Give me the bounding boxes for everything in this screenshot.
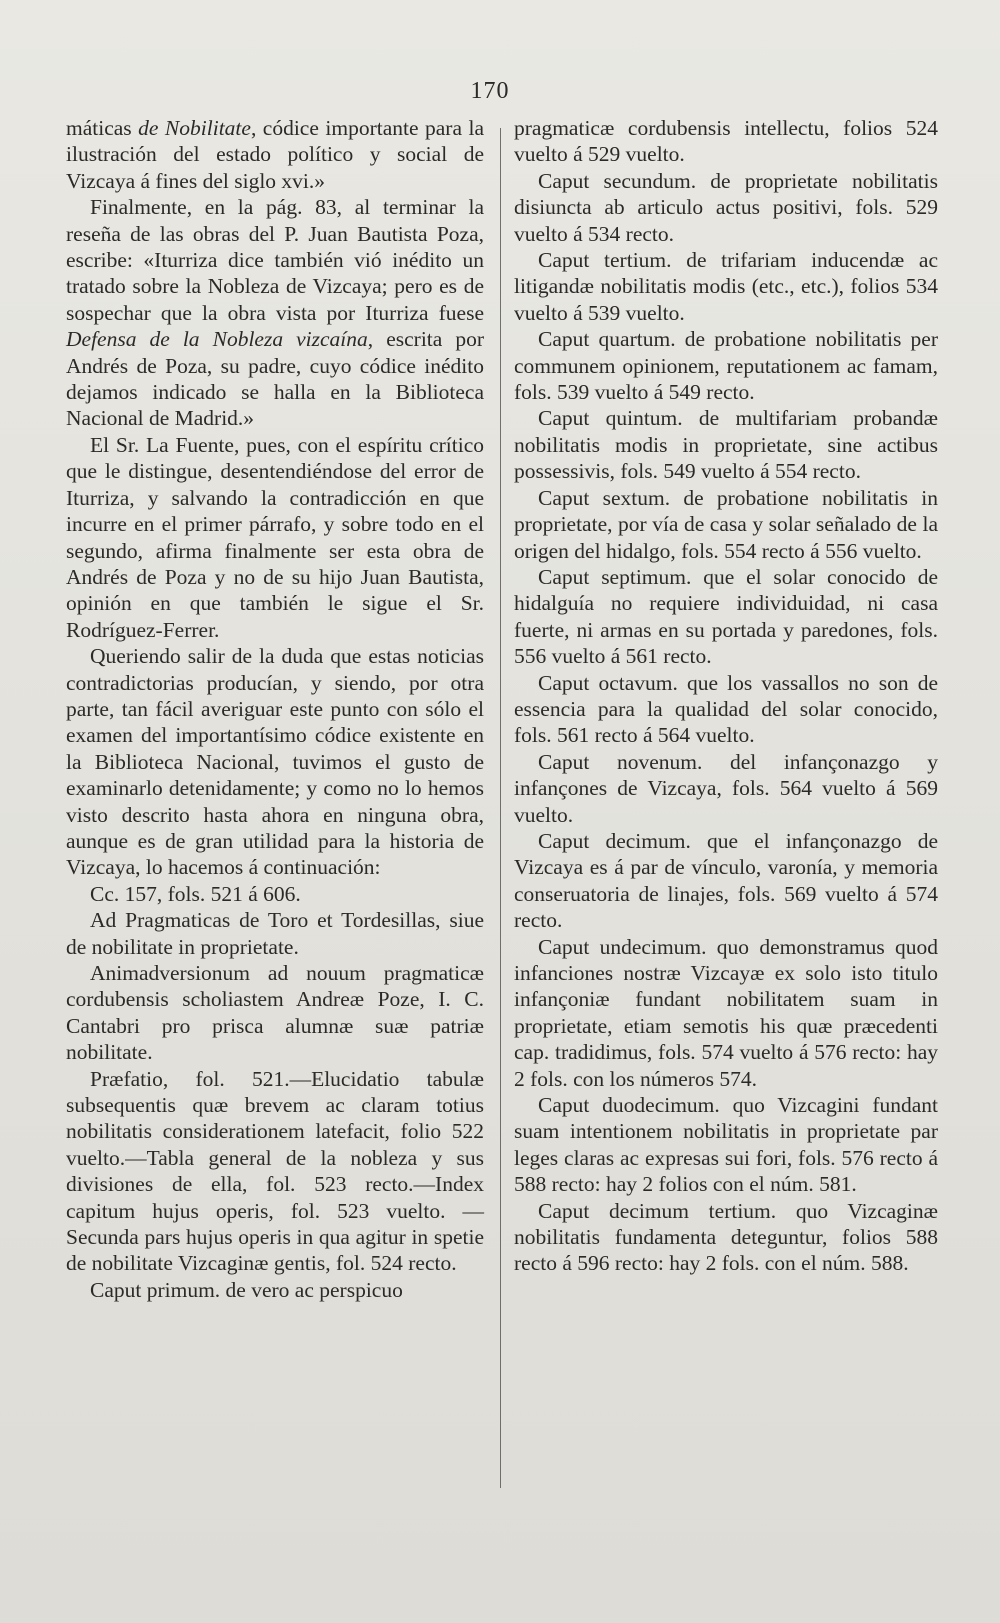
- paragraph: [66, 115, 484, 194]
- chapter-entry: Caput quintum. de multifariam probandæ nobilitatis modis in proprietate, sine actibus possessivis, fols. 549 vuelto á 554 recto.: [514, 406, 938, 484]
- paragraph: Ad Pragmaticas de Toro et Tordesillas, siue de nobilitate in proprietate.: [66, 908, 484, 959]
- catalog-reference: Cc. 157, fols. 521 á 606.: [90, 881, 301, 906]
- chapter-entry: Caput octavum. que los vassallos no son de essencia para la qualidad del solar conocido, fols. 561 recto á 564 vuelto.: [514, 670, 938, 748]
- chapter-entry: Caput sextum. de probatione nobilitatis in proprietate, por vía de casa y solar señalado de la origen del hidalgo, fols. 554 recto á 556 vuelto.: [514, 485, 938, 563]
- chapter-entry: Caput undecimum. quo demonstramus quod infanciones nostræ Vizcayæ ex solo isto titulo infançoniæ fundant nobilitatem suam in proprietate, etiam semotis his quæ præcedenti cap. tradidimus, fols. 574 vuelto á 576 recto: hay 2 fols. con los números 574.: [514, 934, 938, 1091]
- paragraph: Præfatio, fol. 521.—Elucidatio tabulæ subsequentis quæ brevem ac claram totius nobilitatis considerationem latefacit, folio 522 vuelto.—Tabla general de la nobleza y sus divisiones de ella, fol. 523 recto.—Index capitum hujus operis, fol. 523 vuelto. —Secunda pars hujus operis in qua agitur in spetie de nobilitate Vizcaginæ gentis, fol. 524 recto.: [66, 1066, 484, 1276]
- paragraph: El Sr. La Fuente, pues, con el espíritu crítico que le distingue, desentendiéndose del error de Iturriza, y salvando la contradicción en que incurre en el primer párrafo, y sobre todo en el segundo, afirma finalmente ser esta obra de Andrés de Poza y no de su hijo Juan Bautista, opinión en que también le sigue el Sr. Rodríguez-Ferrer.: [66, 432, 484, 642]
- chapter-entry: Caput septimum. que el solar conocido de hidalguía no requiere individuidad, ni casa fuerte, ni armas en su portada y paredones, fols. 556 vuelto á 561 recto.: [514, 564, 938, 669]
- left-column: [66, 115, 484, 1303]
- chapter-entry: Caput novenum. del infançonazgo y infançones de Vizcaya, fols. 564 vuelto á 569 vuelto.: [514, 749, 938, 827]
- chapter-entry: Caput duodecimum. quo Vizcagini fundant suam intentionem nobilitatis in proprietate par leges claras ac expresas sui fori, fols. 576 recto á 588 recto: hay 2 folios con el núm. 581.: [514, 1093, 938, 1197]
- chapter-entry: Caput secundum. de proprietate nobilitatis disiuncta ab articulo actus positivi, fols. 529 vuelto á 534 recto.: [514, 168, 938, 246]
- paragraph: Queriendo salir de la duda que estas noticias contradictorias producían, y siendo, por otra parte, tan fácil averiguar este punto con sólo el examen del importantísimo códice existente en la Biblioteca Nacional, tuvimos el gusto de examinarlo detenidamente; y como no lo hemos visto descrito hasta ahora en ninguna obra, aunque es de gran utilidad para la historia de Vizcaya, lo hacemos á continuación:: [66, 644, 484, 880]
- chapter-entry: Caput decimum. que el infançonazgo de Vizcaya es á par de vínculo, varonía, y memoria conseruatoria de linajes, fols. 569 vuelto á 574 recto.: [514, 828, 938, 933]
- right-column: [514, 115, 938, 1277]
- paragraph: Animadversionum ad nouum pragmaticæ cordubensis scholiastem Andreæ Poze, I. C. Cantabri pro prisca alumnæ suæ patriæ nobilitate.: [66, 961, 484, 1065]
- paragraph: pragmaticæ cordubensis intellectu, folios 524 vuelto á 529 vuelto.: [514, 116, 938, 167]
- chapter-entry: Caput quartum. de probatione nobilitatis per communem opinionem, reputationem ac famam, fols. 539 vuelto á 549 recto.: [514, 327, 938, 405]
- text-run: Finalmente, en la pág. 83, al terminar la reseña de las obras del P. Juan Bautista Poza, escribe: «Iturriza dice también vió inédito un tratado sobre la Nobleza de Vizcaya; pero es de sospechar que la obra vista por Iturriza fuese: [66, 195, 484, 325]
- text-run: , escrita por Andrés de Poza, su padre, cuyo códice inédito dejamos indicado se halla en la Biblioteca Nacional de Madrid.»: [66, 327, 485, 431]
- italic-title: Defensa de la Nobleza vizcaína: [66, 327, 368, 352]
- column-divider: [500, 128, 501, 1488]
- page-number: 170: [470, 78, 510, 104]
- chapter-entry: Caput tertium. de trifariam inducendæ ac litigandæ nobilitatis modis (etc., etc.), folios 534 vuelto á 539 vuelto.: [514, 248, 938, 325]
- italic-title: de Nobilitate: [138, 116, 251, 140]
- paragraph: Caput primum. de vero ac perspicuo: [90, 1277, 403, 1302]
- chapter-entry: Caput decimum tertium. quo Vizcaginæ nobilitatis fundamenta deteguntur, folios 588 recto á 596 recto: hay 2 fols. con el núm. 588.: [514, 1198, 938, 1276]
- text-run: máticas: [66, 116, 139, 140]
- paragraph: [66, 194, 484, 432]
- text-run: , códice importante para la ilustración del estado político y social de Vizcaya á fines del siglo xvi.»: [66, 116, 484, 193]
